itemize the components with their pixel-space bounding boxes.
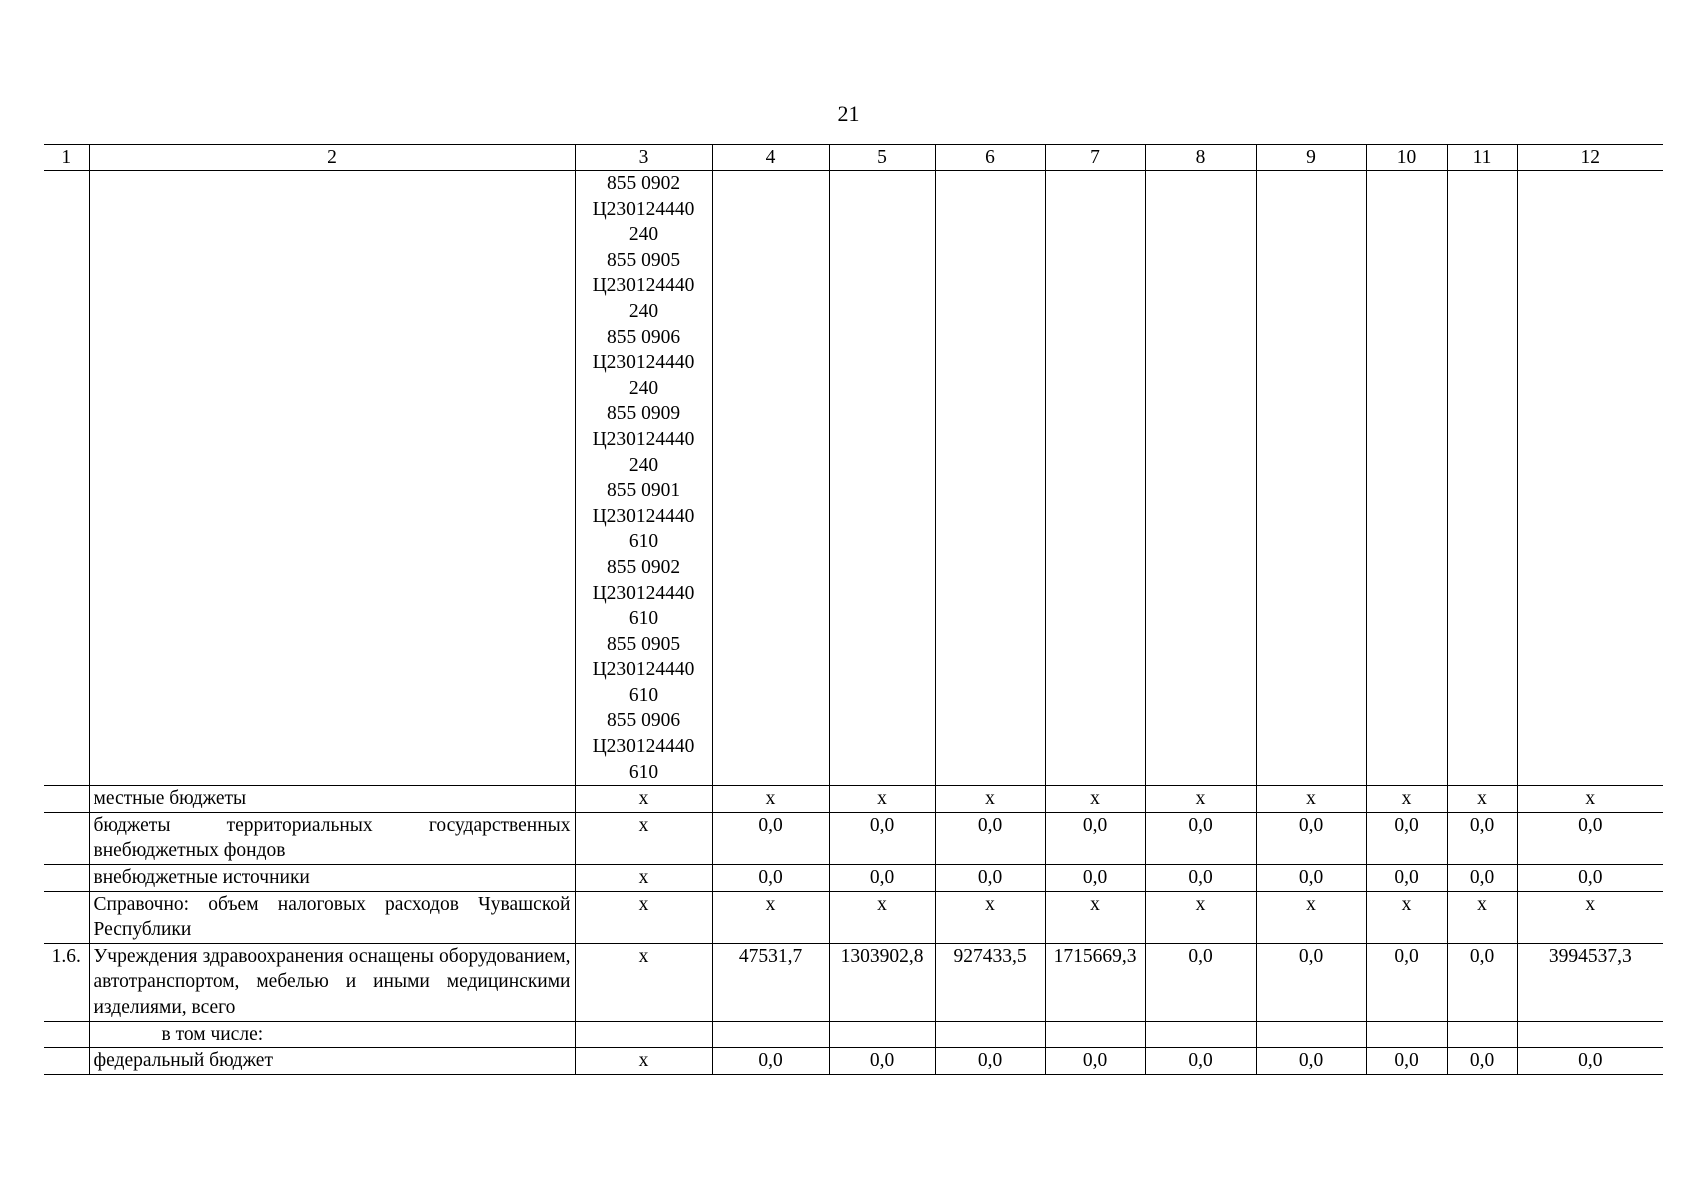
code-line: 855 0901 [606, 480, 681, 502]
table-row [44, 812, 1663, 864]
table-cell: x [935, 786, 1045, 813]
table-cell [829, 1021, 935, 1048]
table-cell: 0,0 [935, 1048, 1045, 1075]
table-cell: 0,0 [1145, 865, 1256, 892]
table-cell: x [1145, 891, 1256, 943]
table-row [44, 786, 1663, 813]
table-cell [1045, 1021, 1145, 1048]
table-cell: 0,0 [829, 812, 935, 864]
table-cell [1447, 1021, 1517, 1048]
table-cell: 0,0 [935, 865, 1045, 892]
code-line: Ц230124440 [592, 352, 695, 374]
code-line: Ц230124440 [592, 659, 695, 681]
table-cell: x [829, 891, 935, 943]
table-cell: x [1447, 891, 1517, 943]
table-cell [1256, 1021, 1366, 1048]
column-header: 5 [829, 145, 935, 171]
table-cell: 47531,7 [712, 943, 829, 1021]
code-line: Ц230124440 [592, 198, 695, 220]
table-cell: x [1517, 891, 1663, 943]
table-cell: 0,0 [1517, 1048, 1663, 1075]
row-name: Учреждения здравоохранения оснащены оборудованием, автотранспортом, мебелью и иными медицинскими изделиями, всего [89, 943, 575, 1021]
table-cell: 0,0 [1256, 865, 1366, 892]
code-line: 855 0902 [606, 173, 681, 194]
table-cell: x [1145, 786, 1256, 813]
column-header: 9 [1256, 145, 1366, 171]
row-code: x [575, 891, 712, 943]
table-row [44, 891, 1663, 943]
table-cell: 0,0 [1256, 812, 1366, 864]
code-line: Ц230124440 [592, 275, 695, 297]
table-cell: 3994537,3 [1517, 943, 1663, 1021]
code-line: 240 [628, 377, 659, 399]
table-cell: 1303902,8 [829, 943, 935, 1021]
table-cell: 0,0 [1517, 812, 1663, 864]
budget-table [44, 144, 1663, 1075]
row-number [44, 1048, 89, 1075]
column-header: 12 [1517, 145, 1663, 171]
table-cell: 0,0 [1045, 812, 1145, 864]
table-row [44, 943, 1663, 1021]
table-cell: 0,0 [1256, 1048, 1366, 1075]
code-line: 855 0909 [606, 403, 681, 425]
table-cell: x [1366, 891, 1447, 943]
row-name: местные бюджеты [89, 786, 575, 813]
table-cell: 0,0 [1045, 865, 1145, 892]
table-cell: 0,0 [712, 1048, 829, 1075]
row-code: x [575, 812, 712, 864]
table-cell: 0,0 [1145, 943, 1256, 1021]
row-code: x [575, 1048, 712, 1075]
code-line: 855 0902 [606, 556, 681, 578]
table-row [44, 1021, 1663, 1048]
table-cell: 0,0 [1366, 1048, 1447, 1075]
column-header: 7 [1045, 145, 1145, 171]
code-line: 855 0905 [606, 633, 681, 655]
budget-classification-codes [575, 171, 712, 786]
table-cell: 927433,5 [935, 943, 1045, 1021]
codes-row [44, 171, 1663, 786]
table-cell: 0,0 [712, 865, 829, 892]
column-header: 1 [44, 145, 89, 171]
table-cell [935, 1021, 1045, 1048]
table-cell: 0,0 [1366, 865, 1447, 892]
row-code: x [575, 786, 712, 813]
code-line: 855 0906 [606, 710, 681, 732]
column-header: 11 [1447, 145, 1517, 171]
row-name: внебюджетные источники [89, 865, 575, 892]
column-header: 4 [712, 145, 829, 171]
table-cell: 0,0 [1366, 812, 1447, 864]
table-cell: x [712, 891, 829, 943]
column-header: 2 [89, 145, 575, 171]
page-number: 21 [837, 101, 860, 126]
table-cell: x [1366, 786, 1447, 813]
table-cell: 0,0 [1256, 943, 1366, 1021]
table-cell: x [1447, 786, 1517, 813]
code-line: 240 [628, 224, 659, 246]
column-header: 3 [575, 145, 712, 171]
table-cell: 0,0 [1045, 1048, 1145, 1075]
code-line: 855 0906 [606, 326, 681, 348]
table-cell: 0,0 [935, 812, 1045, 864]
table-cell: 0,0 [1517, 865, 1663, 892]
row-name: в том числе: [89, 1021, 575, 1048]
row-code: x [575, 943, 712, 1021]
column-header: 8 [1145, 145, 1256, 171]
row-number [44, 1021, 89, 1048]
table-cell: 0,0 [829, 865, 935, 892]
row-number [44, 891, 89, 943]
row-code: x [575, 865, 712, 892]
code-line: 240 [628, 454, 659, 476]
table-cell: 0,0 [829, 1048, 935, 1075]
code-line: 610 [628, 761, 659, 783]
table-cell: 0,0 [1366, 943, 1447, 1021]
table-cell: 0,0 [1145, 1048, 1256, 1075]
column-number-header [44, 145, 1663, 171]
table-cell: x [935, 891, 1045, 943]
row-number [44, 865, 89, 892]
table-cell: x [1045, 786, 1145, 813]
table-cell: x [829, 786, 935, 813]
table-row [44, 1048, 1663, 1075]
table-row [44, 865, 1663, 892]
column-header: 6 [935, 145, 1045, 171]
table-cell: 0,0 [1447, 812, 1517, 864]
table-cell: 0,0 [1447, 865, 1517, 892]
table-cell [1366, 1021, 1447, 1048]
table-cell: x [1045, 891, 1145, 943]
table-cell [1145, 1021, 1256, 1048]
table-cell: x [1256, 786, 1366, 813]
table-cell: 0,0 [1447, 943, 1517, 1021]
table-cell: x [712, 786, 829, 813]
code-line: 240 [628, 300, 659, 322]
code-line: 610 [628, 608, 659, 630]
row-name: Справочно: объем налоговых расходов Чувашской Республики [89, 891, 575, 943]
row-number [44, 786, 89, 813]
table-cell: x [1256, 891, 1366, 943]
row-code [575, 1021, 712, 1048]
table-cell: x [1517, 786, 1663, 813]
code-line: 610 [628, 531, 659, 553]
row-number: 1.6. [44, 943, 89, 1021]
code-line: Ц230124440 [592, 428, 695, 450]
column-header: 10 [1366, 145, 1447, 171]
code-line: 610 [628, 684, 659, 706]
table-cell: 0,0 [1145, 812, 1256, 864]
code-line: 855 0905 [606, 249, 681, 271]
row-name: федеральный бюджет [89, 1048, 575, 1075]
table-cell [1517, 1021, 1663, 1048]
table-cell: 0,0 [712, 812, 829, 864]
table-cell [712, 1021, 829, 1048]
table-cell: 0,0 [1447, 1048, 1517, 1075]
row-name: бюджеты территориальных государственных внебюджетных фондов [89, 812, 575, 864]
table-cell: 1715669,3 [1045, 943, 1145, 1021]
code-line: Ц230124440 [592, 505, 695, 527]
code-line: Ц230124440 [592, 736, 695, 758]
code-line: Ц230124440 [592, 582, 695, 604]
row-number [44, 812, 89, 864]
